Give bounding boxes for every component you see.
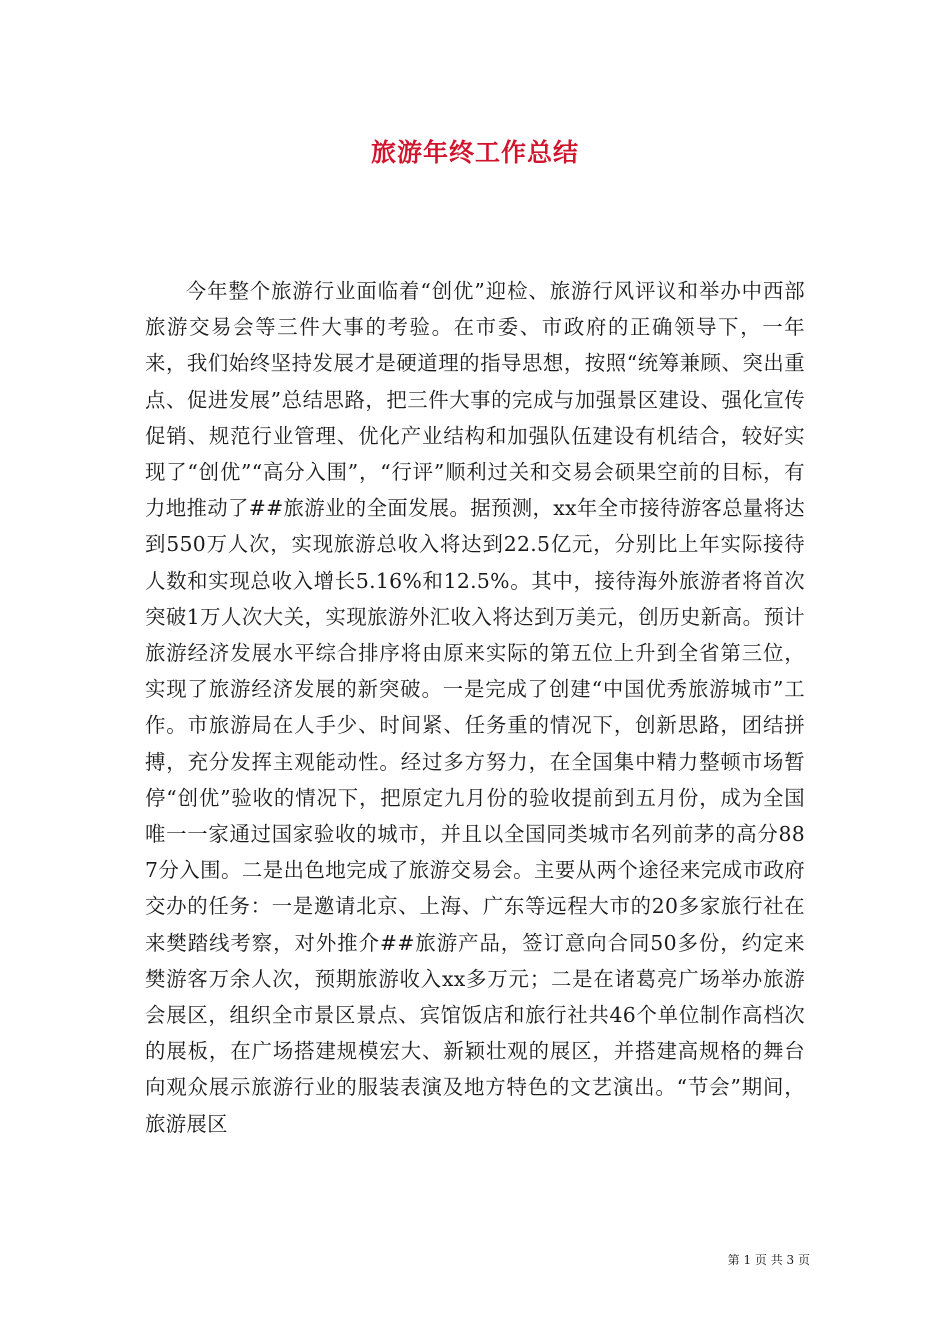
page-title: 旅游年终工作总结 — [370, 138, 579, 167]
body-paragraph: 今年整个旅游行业面临着“创优”迎检、旅游行风评议和举办中西部旅游交易会等三件大事的考验。在市委、市政府的正确领导下，一年来，我们始终坚持发展才是硬道理的指导思想，按照“统筹兼顾、突出重点、促进发展”总结思路，把三件大事的完成与加强景区建设、强化宣传促销、规范行业管理、优化产业结构和加强队伍建设有机结合，较好实现了“创优”“高分入围”，“行评”顺利过关和交易会硕果空前的目标，有力地推动了##旅游业的全面发展。据预测，xx年全市接待游客总量将达到550万人次，实现旅游总收入将达到22.5亿元，分别比上年实际接待人数和实现总收入增长5.16%和12.5%。其中，接待海外旅游者将首次突破1万人次大关，实现旅游外汇收入将达到万美元，创历史新高。预计旅游经济发展水平综合排序将由原来实际的第五位上升到全省第三位，实现了旅游经济发展的新突破。一是完成了创建“中国优秀旅游城市”工作。市旅游局在人手少、时间紧、任务重的情况下，创新思路，团结拼搏，充分发挥主观能动性。经过多方努力，在全国集中精力整顿市场暂停“创优”验收的情况下，把原定九月份的验收提前到五月份，成为全国唯一一家通过国家验收的城市，并且以全国同类城市名列前茅的高分887分入围。二是出色地完成了旅游交易会。主要从两个途径来完成市政府交办的任务：一是邀请北京、上海、广东等远程大市的20多家旅行社在来樊踏线考察，对外推介##旅游产品，签订意向合同50多份，约定来樊游客万余人次，预期旅游收入xx多万元；二是在诸葛亮广场举办旅游会展区，组织全市景区景点、宾馆饭店和旅行社共46个单位制作高档次的展板，在广场搭建规模宏大、新颖壮观的展区，并搭建高规格的舞台向观众展示旅游行业的服装表演及地方特色的文艺演出。“节会”期间，旅游展区 — [145, 279, 805, 1136]
page-number-footer: 第 1 页 共 3 页 — [727, 1253, 810, 1267]
